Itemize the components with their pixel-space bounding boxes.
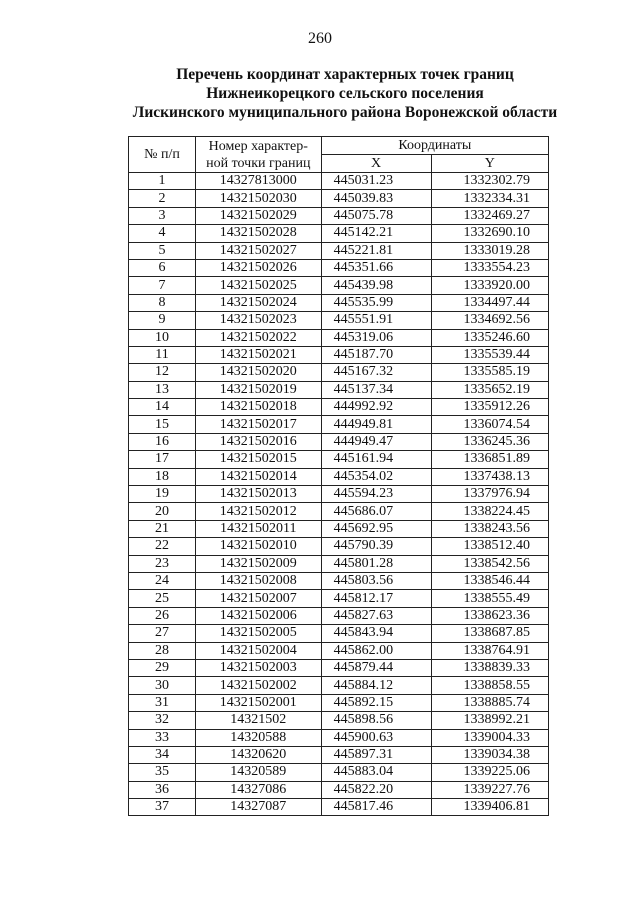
table-row: [129, 781, 549, 798]
cell-point-number: 14321502: [195, 712, 321, 729]
table-row: [129, 625, 549, 642]
cell-x: 445594.23: [321, 486, 431, 503]
cell-point-number: 14321502018: [195, 399, 321, 416]
cell-number: 10: [129, 329, 196, 346]
document-title: [0, 65, 640, 122]
cell-number: 18: [129, 468, 196, 485]
cell-y: 1338623.36: [431, 607, 548, 624]
table-row: [129, 346, 549, 363]
table-row: [129, 277, 549, 294]
cell-x: 445142.21: [321, 225, 431, 242]
cell-y: 1338224.45: [431, 503, 548, 520]
cell-y: 1335652.19: [431, 381, 548, 398]
cell-x: 445031.23: [321, 173, 431, 190]
cell-x: 445884.12: [321, 677, 431, 694]
cell-point-number: 14321502022: [195, 329, 321, 346]
cell-number: 20: [129, 503, 196, 520]
cell-y: 1335539.44: [431, 346, 548, 363]
table-body: [129, 173, 549, 816]
cell-number: 11: [129, 346, 196, 363]
cell-number: 17: [129, 451, 196, 468]
table-row: [129, 642, 549, 659]
cell-point-number: 14321502012: [195, 503, 321, 520]
cell-number: 27: [129, 625, 196, 642]
page-number: 260: [308, 30, 332, 47]
cell-number: 1: [129, 173, 196, 190]
cell-y: 1332334.31: [431, 190, 548, 207]
table-row: [129, 364, 549, 381]
table-row: [129, 746, 549, 763]
cell-y: 1334497.44: [431, 294, 548, 311]
cell-number: 21: [129, 520, 196, 537]
cell-y: 1338687.85: [431, 625, 548, 642]
table-row: [129, 207, 549, 224]
cell-x: 445843.94: [321, 625, 431, 642]
cell-point-number: 14321502014: [195, 468, 321, 485]
cell-point-number: 14321502020: [195, 364, 321, 381]
cell-y: 1336074.54: [431, 416, 548, 433]
table-row: [129, 329, 549, 346]
cell-y: 1333019.28: [431, 242, 548, 259]
cell-y: 1338555.49: [431, 590, 548, 607]
cell-point-number: 14321502010: [195, 538, 321, 555]
cell-point-number: 14321502021: [195, 346, 321, 363]
cell-x: 445351.66: [321, 259, 431, 276]
table-row: [129, 242, 549, 259]
cell-x: 445439.98: [321, 277, 431, 294]
table-row: [129, 486, 549, 503]
cell-point-number: 14321502024: [195, 294, 321, 311]
table-row: [129, 607, 549, 624]
cell-number: 34: [129, 746, 196, 763]
table-row: [129, 659, 549, 676]
cell-x: 445692.95: [321, 520, 431, 537]
cell-y: 1338885.74: [431, 694, 548, 711]
cell-x: 445535.99: [321, 294, 431, 311]
table-row: [129, 416, 549, 433]
table-row: [129, 799, 549, 816]
cell-number: 3: [129, 207, 196, 224]
cell-point-number: 14321502029: [195, 207, 321, 224]
cell-point-number: 14321502025: [195, 277, 321, 294]
cell-x: 445822.20: [321, 781, 431, 798]
cell-number: 36: [129, 781, 196, 798]
cell-number: 15: [129, 416, 196, 433]
cell-y: 1335912.26: [431, 399, 548, 416]
title-line: Нижнеикорецкого сельского поселения: [206, 85, 484, 102]
header-point-number: [195, 137, 321, 173]
table-row: [129, 173, 549, 190]
cell-number: 28: [129, 642, 196, 659]
cell-y: 1339034.38: [431, 746, 548, 763]
table-row: [129, 312, 549, 329]
table-row: [129, 259, 549, 276]
cell-x: 445812.17: [321, 590, 431, 607]
table-row: [129, 538, 549, 555]
cell-point-number: 14321502005: [195, 625, 321, 642]
cell-x: 445803.56: [321, 572, 431, 589]
cell-number: 7: [129, 277, 196, 294]
cell-x: 444949.81: [321, 416, 431, 433]
cell-point-number: 14321502015: [195, 451, 321, 468]
cell-y: 1332469.27: [431, 207, 548, 224]
cell-y: 1338764.91: [431, 642, 548, 659]
title-line: Перечень координат характерных точек границ: [176, 66, 514, 83]
cell-x: 445221.81: [321, 242, 431, 259]
cell-x: 445862.00: [321, 642, 431, 659]
cell-number: 22: [129, 538, 196, 555]
cell-y: 1336245.36: [431, 433, 548, 450]
title-line: Лискинского муниципального района Воронежской области: [132, 104, 558, 121]
cell-y: 1337438.13: [431, 468, 548, 485]
cell-x: 445167.32: [321, 364, 431, 381]
table-row: [129, 572, 549, 589]
table-row: [129, 503, 549, 520]
cell-point-number: 14321502011: [195, 520, 321, 537]
cell-number: 35: [129, 764, 196, 781]
cell-point-number: 14320620: [195, 746, 321, 763]
cell-x: 445039.83: [321, 190, 431, 207]
cell-number: 30: [129, 677, 196, 694]
cell-point-number: 14320588: [195, 729, 321, 746]
cell-y: 1333554.23: [431, 259, 548, 276]
cell-number: 23: [129, 555, 196, 572]
cell-x: 445801.28: [321, 555, 431, 572]
table-row: [129, 694, 549, 711]
header-point-line: ной точки границ: [206, 155, 311, 171]
cell-y: 1336851.89: [431, 451, 548, 468]
cell-x: 445319.06: [321, 329, 431, 346]
cell-point-number: 14321502013: [195, 486, 321, 503]
cell-number: 8: [129, 294, 196, 311]
cell-y: 1338512.40: [431, 538, 548, 555]
cell-x: 444992.92: [321, 399, 431, 416]
cell-point-number: 14327813000: [195, 173, 321, 190]
cell-number: 19: [129, 486, 196, 503]
cell-point-number: 14321502002: [195, 677, 321, 694]
cell-x: 445898.56: [321, 712, 431, 729]
cell-y: 1339225.06: [431, 764, 548, 781]
table-row: [129, 433, 549, 450]
cell-x: 445137.34: [321, 381, 431, 398]
cell-number: 12: [129, 364, 196, 381]
cell-number: 2: [129, 190, 196, 207]
cell-point-number: 14321502030: [195, 190, 321, 207]
cell-point-number: 14321502006: [195, 607, 321, 624]
table-header-row: [129, 137, 549, 155]
cell-x: 445883.04: [321, 764, 431, 781]
cell-y: 1334692.56: [431, 312, 548, 329]
cell-number: 26: [129, 607, 196, 624]
cell-number: 14: [129, 399, 196, 416]
cell-point-number: 14321502019: [195, 381, 321, 398]
table-row: [129, 225, 549, 242]
header-y: Y: [431, 155, 548, 173]
cell-number: 16: [129, 433, 196, 450]
cell-x: 445686.07: [321, 503, 431, 520]
header-point-line: Номер характер-: [208, 138, 308, 154]
cell-y: 1332302.79: [431, 173, 548, 190]
cell-point-number: 14327087: [195, 799, 321, 816]
cell-x: 445161.94: [321, 451, 431, 468]
table-row: [129, 451, 549, 468]
table-row: [129, 729, 549, 746]
cell-point-number: 14320589: [195, 764, 321, 781]
table-row: [129, 555, 549, 572]
cell-y: 1332690.10: [431, 225, 548, 242]
cell-number: 25: [129, 590, 196, 607]
header-coordinates: Координаты: [321, 137, 548, 155]
cell-point-number: 14321502001: [195, 694, 321, 711]
cell-y: 1338839.33: [431, 659, 548, 676]
cell-x: 445551.91: [321, 312, 431, 329]
cell-point-number: 14321502009: [195, 555, 321, 572]
cell-x: 445879.44: [321, 659, 431, 676]
cell-x: 445897.31: [321, 746, 431, 763]
cell-y: 1339227.76: [431, 781, 548, 798]
cell-y: 1338243.56: [431, 520, 548, 537]
cell-number: 24: [129, 572, 196, 589]
cell-x: 444949.47: [321, 433, 431, 450]
cell-point-number: 14321502023: [195, 312, 321, 329]
cell-x: 445817.46: [321, 799, 431, 816]
coordinates-table: [128, 136, 549, 816]
cell-y: 1339406.81: [431, 799, 548, 816]
table-row: [129, 381, 549, 398]
cell-y: 1333920.00: [431, 277, 548, 294]
cell-x: 445354.02: [321, 468, 431, 485]
cell-y: 1337976.94: [431, 486, 548, 503]
table-row: [129, 190, 549, 207]
cell-x: 445790.39: [321, 538, 431, 555]
cell-number: 33: [129, 729, 196, 746]
cell-point-number: 14321502028: [195, 225, 321, 242]
cell-y: 1338546.44: [431, 572, 548, 589]
cell-y: 1338858.55: [431, 677, 548, 694]
cell-point-number: 14321502017: [195, 416, 321, 433]
cell-number: 13: [129, 381, 196, 398]
cell-point-number: 14321502027: [195, 242, 321, 259]
cell-number: 9: [129, 312, 196, 329]
table-row: [129, 399, 549, 416]
cell-number: 5: [129, 242, 196, 259]
cell-point-number: 14321502008: [195, 572, 321, 589]
header-x: X: [321, 155, 431, 173]
cell-number: 6: [129, 259, 196, 276]
cell-y: 1338542.56: [431, 555, 548, 572]
cell-x: 445187.70: [321, 346, 431, 363]
table-row: [129, 468, 549, 485]
cell-point-number: 14321502003: [195, 659, 321, 676]
cell-x: 445892.15: [321, 694, 431, 711]
table-row: [129, 590, 549, 607]
cell-x: 445827.63: [321, 607, 431, 624]
cell-number: 31: [129, 694, 196, 711]
cell-point-number: 14321502016: [195, 433, 321, 450]
cell-point-number: 14321502026: [195, 259, 321, 276]
cell-point-number: 14321502007: [195, 590, 321, 607]
table-row: [129, 294, 549, 311]
cell-number: 4: [129, 225, 196, 242]
cell-y: 1335585.19: [431, 364, 548, 381]
cell-number: 32: [129, 712, 196, 729]
cell-x: 445900.63: [321, 729, 431, 746]
cell-point-number: 14321502004: [195, 642, 321, 659]
cell-y: 1338992.21: [431, 712, 548, 729]
cell-x: 445075.78: [321, 207, 431, 224]
header-number: № п/п: [129, 137, 196, 173]
table-row: [129, 520, 549, 537]
table-row: [129, 677, 549, 694]
table-row: [129, 712, 549, 729]
cell-number: 37: [129, 799, 196, 816]
cell-y: 1335246.60: [431, 329, 548, 346]
cell-y: 1339004.33: [431, 729, 548, 746]
cell-number: 29: [129, 659, 196, 676]
cell-point-number: 14327086: [195, 781, 321, 798]
table-row: [129, 764, 549, 781]
